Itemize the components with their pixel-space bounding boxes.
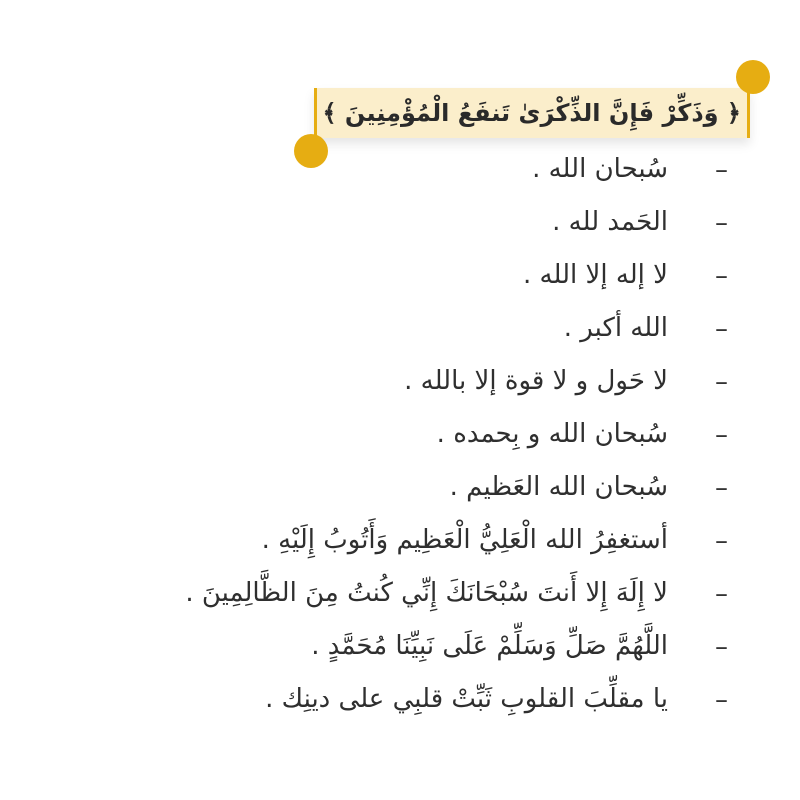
list-item bbox=[185, 567, 728, 620]
dhikr-list bbox=[185, 143, 728, 726]
dhikr-text[interactable]: سُبحان الله . bbox=[532, 154, 668, 184]
dhikr-text[interactable]: لا حَول و لا قوة إلا بالله . bbox=[404, 366, 668, 396]
dhikr-text[interactable]: يا مقلِّبَ القلوبِ ثَبِّتْ قلبِي على دينِك . bbox=[265, 684, 668, 714]
dhikr-text[interactable]: لا إله إلا الله . bbox=[523, 260, 668, 290]
list-item bbox=[185, 461, 728, 514]
dhikr-text[interactable]: لا إِلَهَ إِلا أَنتَ سُبْحَانَكَ إِنِّي كُنتُ مِنَ الظَّالِمِينَ . bbox=[185, 578, 668, 608]
list-marker: – bbox=[715, 366, 728, 397]
dhikr-text[interactable]: اللَّهُمَّ صَلِّ وَسَلِّمْ عَلَى نَبِيِّنَا مُحَمَّدٍ . bbox=[311, 631, 668, 661]
list-item bbox=[185, 673, 728, 726]
list-marker: – bbox=[715, 525, 728, 556]
verse-highlight[interactable] bbox=[314, 88, 750, 138]
list-item bbox=[185, 249, 728, 302]
dhikr-text[interactable]: سُبحان الله و بِحمده . bbox=[436, 419, 668, 449]
list-marker: – bbox=[715, 419, 728, 450]
list-item bbox=[185, 143, 728, 196]
list-marker: – bbox=[715, 207, 728, 238]
list-marker: – bbox=[715, 260, 728, 291]
list-item bbox=[185, 302, 728, 355]
list-marker: – bbox=[715, 684, 728, 715]
list-item bbox=[185, 514, 728, 567]
list-item bbox=[185, 408, 728, 461]
list-item bbox=[185, 196, 728, 249]
list-item bbox=[185, 620, 728, 673]
dhikr-text[interactable]: الحَمد لله . bbox=[552, 207, 668, 237]
verse-selection[interactable] bbox=[314, 88, 750, 138]
list-marker: – bbox=[715, 631, 728, 662]
verse-text[interactable]: ﴿ وَذَكِّرْ فَإِنَّ الذِّكْرَىٰ تَنفَعُ الْمُؤْمِنِينَ ﴾ bbox=[322, 99, 741, 127]
dhikr-text[interactable]: سُبحان الله العَظيم . bbox=[449, 472, 668, 502]
selection-start-handle[interactable] bbox=[736, 60, 770, 94]
dhikr-text[interactable]: أستغفِرُ الله الْعَلِيُّ الْعَظِيم وَأَتُوبُ إِلَيْهِ . bbox=[261, 525, 668, 555]
list-marker: – bbox=[715, 472, 728, 503]
list-marker: – bbox=[715, 313, 728, 344]
list-marker: – bbox=[715, 578, 728, 609]
list-item bbox=[185, 355, 728, 408]
list-marker: – bbox=[715, 154, 728, 185]
dhikr-text[interactable]: الله أكبر . bbox=[563, 313, 668, 343]
